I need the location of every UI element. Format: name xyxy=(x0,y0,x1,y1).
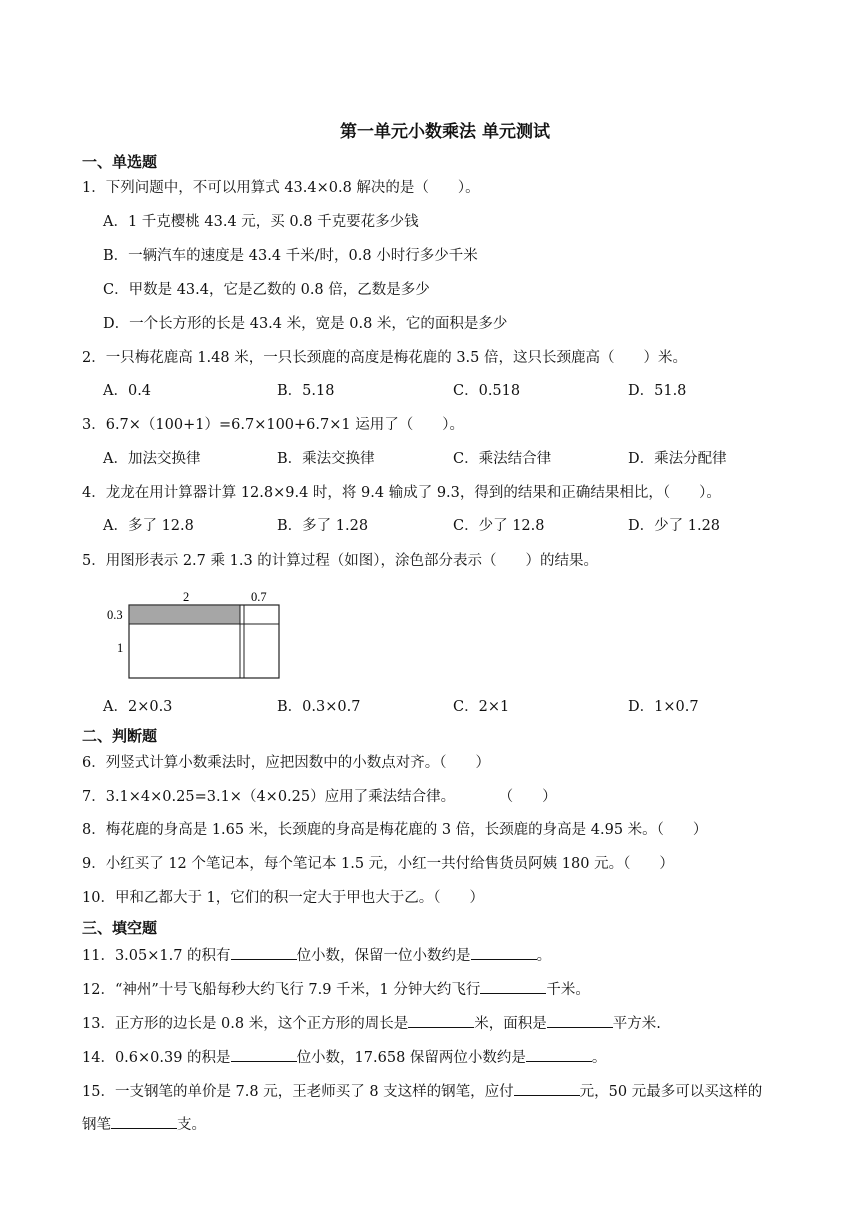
section-heading-single-choice: 一、单选题 xyxy=(82,153,158,171)
question-4-option-a: A．多了 12.8 xyxy=(103,518,194,534)
question-1-option-a: A．1 千克樱桃 43.4 元，买 0.8 千克要花多少钱 xyxy=(103,214,419,230)
question-15-line-1 xyxy=(82,1081,762,1102)
question-3-option-d: D．乘法分配律 xyxy=(628,451,727,467)
question-1-option-d: D．一个长方形的长是 43.4 米，宽是 0.8 米，它的面积是多少 xyxy=(103,316,508,332)
question-3-option-c: C．乘法结合律 xyxy=(453,451,552,467)
question-2-option-b: B．5.18 xyxy=(277,383,335,399)
question-5-option-d: D．1×0.7 xyxy=(628,699,699,715)
question-5-option-c: C．2×1 xyxy=(453,699,510,715)
question-3-option-a: A．加法交换律 xyxy=(103,451,201,467)
question-13 xyxy=(82,1013,661,1034)
question-2-stem: 2．一只梅花鹿高 1.48 米，一只长颈鹿的高度是梅花鹿的 3.5 倍，这只长颈鹿高（ ）米。 xyxy=(82,350,688,366)
figure-label-2: 2 xyxy=(183,590,190,604)
question-12-text-1: 12．“神州”十号飞船每秒大约飞行 7.9 千米，1 分钟大约飞行 xyxy=(82,982,481,998)
answer-blank[interactable] xyxy=(408,1013,474,1028)
question-9: 9．小红买了 12 个笔记本，每个笔记本 1.5 元，小红一共付给售货员阿姨 180 元。（ ） xyxy=(82,856,674,872)
question-6: 6．列竖式计算小数乘法时，应把因数中的小数点对齐。（ ） xyxy=(82,755,490,771)
question-3-option-b: B．乘法交换律 xyxy=(277,451,375,467)
question-4-stem: 4．龙龙在用计算器计算 12.8×9.4 时，将 9.4 输成了 9.3，得到的结果和正确结果相比，（ ）。 xyxy=(82,485,721,501)
question-14 xyxy=(82,1047,606,1068)
answer-blank[interactable] xyxy=(231,945,297,960)
question-11-text-3: 。 xyxy=(536,948,552,964)
area-model-figure xyxy=(103,590,293,686)
question-5-option-a: A．2×0.3 xyxy=(103,699,173,715)
question-14-text-2: 位小数，17.658 保留两位小数约是 xyxy=(296,1050,526,1066)
question-4-option-d: D．少了 1.28 xyxy=(628,518,721,534)
question-4-option-b: B．多了 1.28 xyxy=(277,518,369,534)
page-title: 第一单元小数乘法 单元测试 xyxy=(340,122,550,142)
question-2-option-a: A．0.4 xyxy=(103,383,152,399)
question-8: 8．梅花鹿的身高是 1.65 米，长颈鹿的身高是梅花鹿的 3 倍，长颈鹿的身高是 4.95 米。（ ） xyxy=(82,822,708,838)
question-12-text-2: 千米。 xyxy=(546,982,590,998)
figure-label-0-3: 0.3 xyxy=(107,608,123,622)
question-11 xyxy=(82,945,551,966)
question-12 xyxy=(82,979,590,1000)
question-11-text-2: 位小数，保留一位小数约是 xyxy=(296,948,471,964)
question-2-option-d: D．51.8 xyxy=(628,383,687,399)
question-13-text-1: 13．正方形的边长是 0.8 米，这个正方形的周长是 xyxy=(82,1016,409,1032)
question-4-option-c: C．少了 12.8 xyxy=(453,518,545,534)
question-15-text-3: 钢笔 xyxy=(82,1117,111,1133)
answer-blank[interactable] xyxy=(471,945,537,960)
section-heading-true-false: 二、判断题 xyxy=(82,727,158,745)
answer-blank[interactable] xyxy=(514,1081,580,1096)
question-7: 7．3.1×4×0.25=3.1×（4×0.25）应用了乘法结合律。 （ ） xyxy=(82,789,557,805)
answer-blank[interactable] xyxy=(547,1013,613,1028)
question-15-text-2: 元，50 元最多可以买这样的 xyxy=(579,1084,763,1100)
figure-label-0-7: 0.7 xyxy=(251,590,267,604)
question-1-option-c: C．甲数是 43.4，它是乙数的 0.8 倍，乙数是多少 xyxy=(103,282,430,298)
question-1-stem: 1．下列问题中，不可以用算式 43.4×0.8 解决的是（ ）。 xyxy=(82,180,480,196)
question-14-text-1: 14．0.6×0.39 的积是 xyxy=(82,1050,231,1066)
question-14-text-3: 。 xyxy=(591,1050,607,1066)
question-15-text-1: 15．一支钢笔的单价是 7.8 元，王老师买了 8 支这样的钢笔，应付 xyxy=(82,1084,514,1100)
question-11-text-1: 11．3.05×1.7 的积有 xyxy=(82,948,231,964)
section-heading-fill-blank: 三、填空题 xyxy=(82,919,158,937)
question-5-stem: 5．用图形表示 2.7 乘 1.3 的计算过程（如图），涂色部分表示（ ）的结果。 xyxy=(82,553,599,569)
answer-blank[interactable] xyxy=(231,1047,297,1062)
question-13-text-2: 米，面积是 xyxy=(474,1016,547,1032)
figure-label-1: 1 xyxy=(117,641,124,655)
question-3-stem: 3．6.7×（100+1）=6.7×100+6.7×1 运用了（ ）。 xyxy=(82,417,464,433)
question-13-text-3: 平方米. xyxy=(612,1016,661,1032)
answer-blank[interactable] xyxy=(111,1114,177,1129)
question-5-option-b: B．0.3×0.7 xyxy=(277,699,361,715)
question-2-option-c: C．0.518 xyxy=(453,383,521,399)
question-1-option-b: B．一辆汽车的速度是 43.4 千米/时，0.8 小时行多少千米 xyxy=(103,248,478,264)
question-15-line-2 xyxy=(82,1114,206,1135)
question-15-text-4: 支。 xyxy=(177,1117,206,1133)
answer-blank[interactable] xyxy=(480,979,546,994)
figure-shaded-region xyxy=(129,605,240,624)
answer-blank[interactable] xyxy=(526,1047,592,1062)
question-10: 10．甲和乙都大于 1，它们的积一定大于甲也大于乙。（ ） xyxy=(82,890,485,906)
